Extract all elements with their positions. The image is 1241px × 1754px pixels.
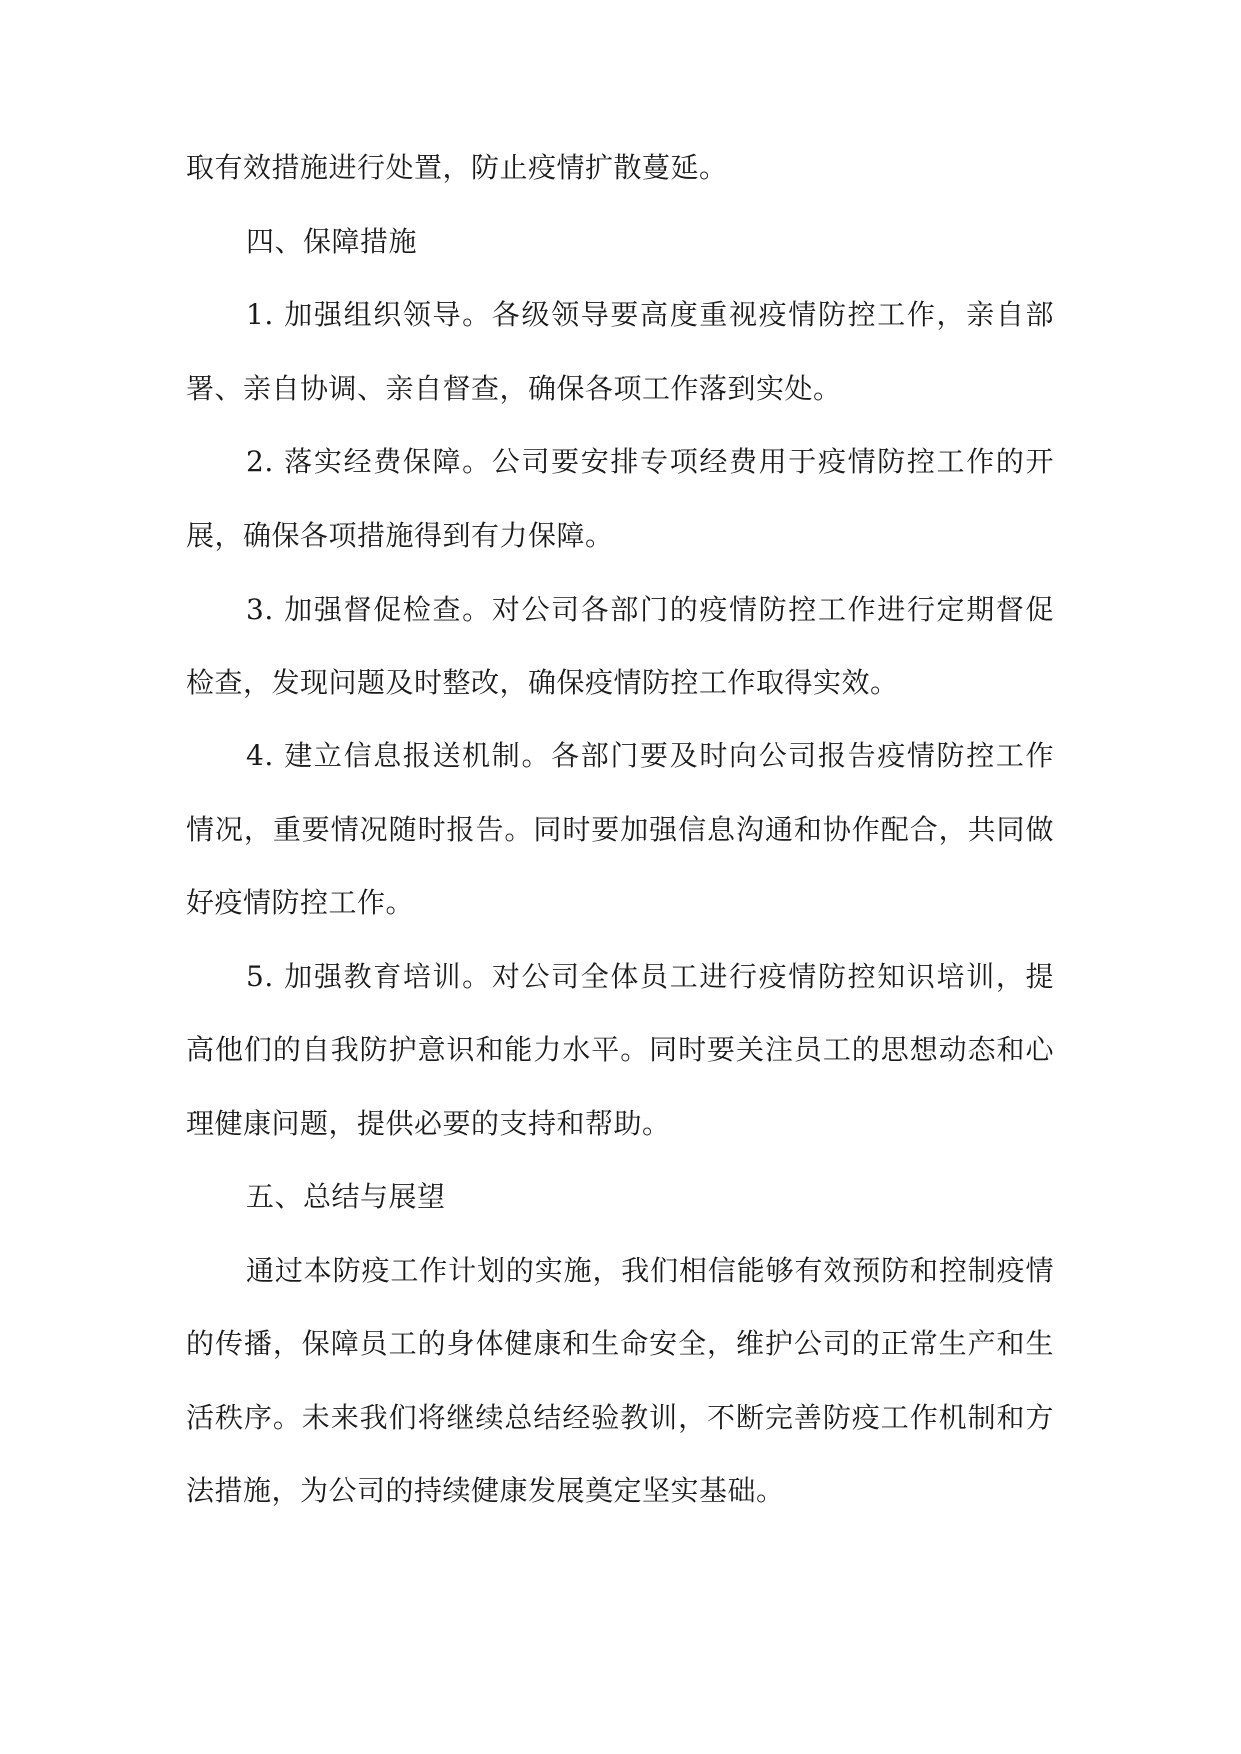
item-5-line-2: 高他们的自我防护意识和能力水平。同时要关注员工的思想动态和心 bbox=[186, 1033, 1054, 1066]
item-2-line-1: 2. 落实经费保障。公司要安排专项经费用于疫情防控工作的开 bbox=[246, 445, 1054, 478]
section-heading-guarantee-measures: 四、保障措施 bbox=[246, 225, 418, 258]
summary-line-3: 活秩序。未来我们将继续总结经验教训，不断完善防疫工作机制和方 bbox=[186, 1401, 1054, 1434]
item-2-line-2: 展，确保各项措施得到有力保障。 bbox=[186, 519, 614, 552]
item-3-line-2: 检查，发现问题及时整改，确保疫情防控工作取得实效。 bbox=[186, 666, 899, 699]
paragraph-continuation-line: 取有效措施进行处置，防止疫情扩散蔓延。 bbox=[186, 151, 728, 184]
item-5-line-3: 理健康问题，提供必要的支持和帮助。 bbox=[186, 1107, 671, 1140]
item-4-line-1: 4. 建立信息报送机制。各部门要及时向公司报告疫情防控工作 bbox=[246, 739, 1054, 772]
item-3-line-1: 3. 加强督促检查。对公司各部门的疫情防控工作进行定期督促 bbox=[246, 593, 1054, 626]
summary-line-2: 的传播，保障员工的身体健康和生命安全，维护公司的正常生产和生 bbox=[186, 1327, 1054, 1360]
item-4-line-3: 好疫情防控工作。 bbox=[186, 886, 415, 919]
summary-line-4: 法措施，为公司的持续健康发展奠定坚实基础。 bbox=[186, 1474, 785, 1507]
item-1-line-2: 署、亲自协调、亲自督查，确保各项工作落到实处。 bbox=[186, 372, 842, 405]
summary-line-1: 通过本防疫工作计划的实施，我们相信能够有效预防和控制疫情 bbox=[246, 1254, 1054, 1287]
item-1-line-1: 1. 加强组织领导。各级领导要高度重视疫情防控工作，亲自部 bbox=[246, 298, 1054, 331]
section-heading-summary-outlook: 五、总结与展望 bbox=[246, 1180, 446, 1213]
item-5-line-1: 5. 加强教育培训。对公司全体员工进行疫情防控知识培训，提 bbox=[246, 960, 1054, 993]
item-4-line-2: 情况，重要情况随时报告。同时要加强信息沟通和协作配合，共同做 bbox=[186, 813, 1054, 846]
